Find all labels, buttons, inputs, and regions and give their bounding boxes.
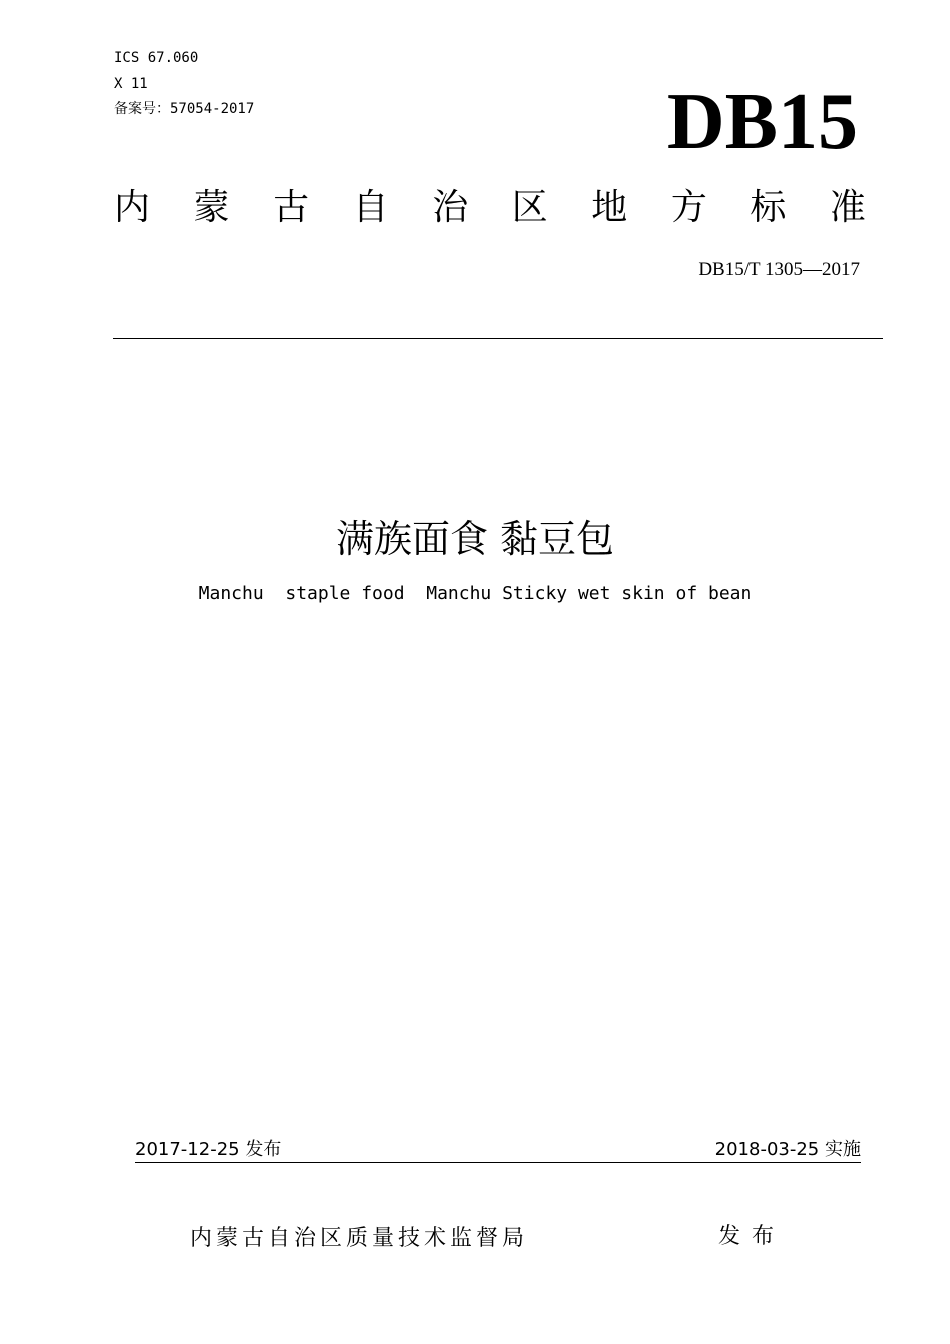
standard-type-char: 地 — [591, 187, 628, 228]
standard-type-char: 区 — [511, 187, 548, 228]
standard-type-char: 自 — [352, 187, 389, 228]
header-divider — [113, 338, 883, 339]
standard-type-char: 治 — [432, 187, 469, 228]
standard-type-char: 方 — [670, 187, 707, 228]
standard-type-char: 准 — [829, 187, 866, 228]
document-title-chinese: 满族面食 黏豆包 — [335, 517, 615, 561]
db-logo: DB15 — [666, 78, 858, 166]
document-title-english: Manchu staple food Manchu Sticky wet skin of bean — [198, 583, 752, 604]
issue-date: 2017-12-25 发布 — [135, 1139, 282, 1160]
issuing-authority: 内蒙古自治区质量技术监督局 — [190, 1226, 529, 1251]
footer-divider — [135, 1162, 861, 1163]
standard-type-char: 标 — [750, 187, 787, 228]
classification-code: X 11 — [114, 76, 148, 92]
filing-number: 备案号：57054-2017 — [114, 101, 255, 117]
publish-label: 发布 — [718, 1224, 787, 1249]
effective-date: 2018-03-25 实施 — [714, 1139, 861, 1160]
standard-type-char: 蒙 — [193, 187, 230, 228]
standard-type-char: 内 — [114, 187, 151, 228]
ics-code: ICS 67.060 — [114, 50, 199, 66]
standard-type-heading — [114, 186, 866, 230]
standard-type-char: 古 — [273, 187, 310, 228]
standard-number: DB15/T 1305—2017 — [698, 259, 860, 280]
